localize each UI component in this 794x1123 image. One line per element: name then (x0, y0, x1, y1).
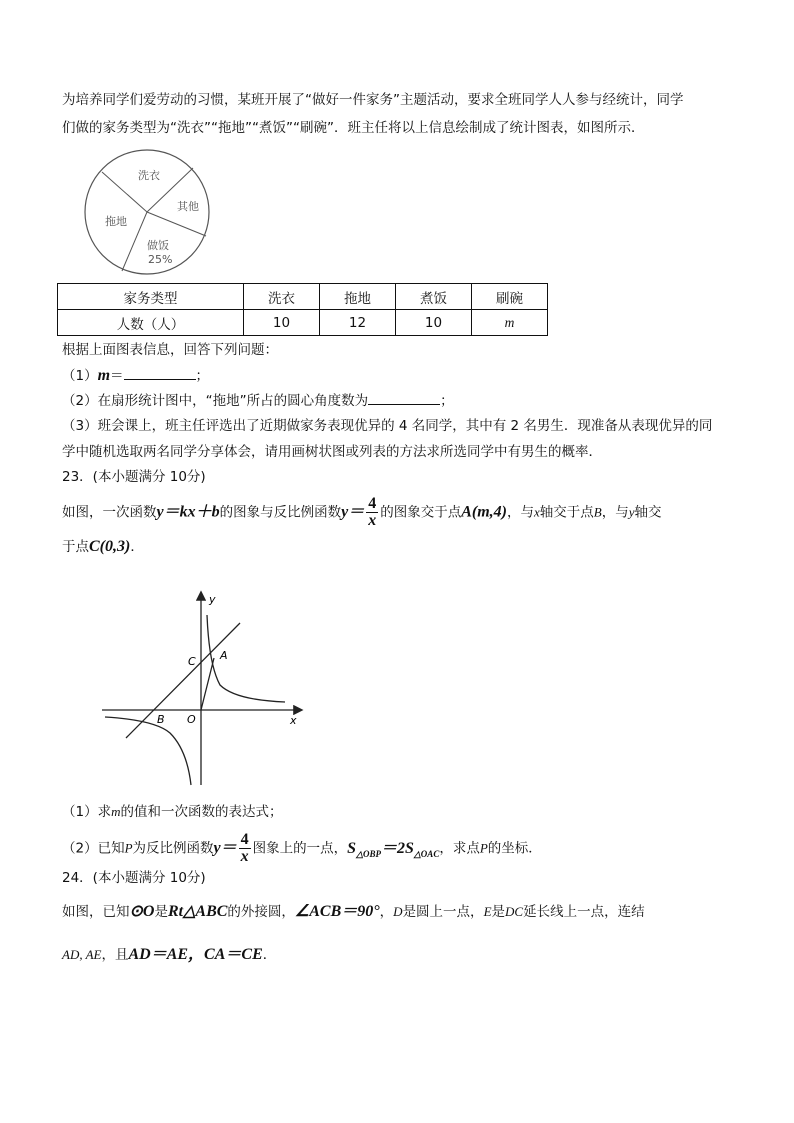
table-row (58, 310, 548, 336)
text: 为反比例函数 (132, 840, 214, 857)
intro-line-1: 为培养同学们爱劳动的习惯，某班开展了“做好一件家务”主题活动，要求全班同学人人参与经统计，同学 (62, 92, 684, 108)
q23-part1 (62, 802, 282, 822)
math: C(0,3) (89, 538, 131, 555)
math: A(m,4) (461, 503, 507, 521)
q23-stem-line1 (62, 496, 662, 529)
text: ，与 (601, 504, 629, 521)
pie-label-cook: 做饭 (147, 239, 169, 252)
q23-header: 23．(本小题满分 10分) (62, 469, 206, 485)
text: ． (130, 539, 144, 555)
hyperbola-branch-1 (207, 615, 285, 702)
numerator: 4 (240, 831, 249, 848)
table-header-cell: 煮饭 (395, 284, 471, 310)
math-var: P (124, 840, 133, 856)
math-var: B (593, 504, 602, 520)
math (347, 840, 439, 857)
math: AD＝AE，CA＝CE (128, 946, 263, 963)
subscript: △OBP (356, 848, 381, 859)
text: 的坐标． (487, 840, 542, 857)
pie-chart (80, 145, 220, 280)
text: 图象上的一点， (252, 840, 348, 857)
intro-line-2: 们做的家务类型为“洗衣”“拖地”“煮饭”“刷碗”．班主任将以上信息绘制成了统计图表，如图所示． (62, 120, 645, 136)
q24-stem-line1 (62, 902, 645, 922)
label-O: O (187, 713, 196, 726)
q24-header: 24．(本小题满分 10分) (62, 870, 206, 886)
table-header-cell: 洗衣 (243, 284, 319, 310)
denominator: x (368, 512, 377, 529)
q23-stem-line2 (62, 537, 144, 557)
text: ，且 (101, 947, 129, 963)
answer-blank (124, 365, 196, 380)
q23-part2 (62, 832, 542, 867)
segment-OA (201, 658, 214, 710)
text: ． (262, 947, 277, 963)
text: （2）已知 (62, 840, 125, 857)
label: ； (440, 393, 454, 409)
label: ； (195, 368, 210, 384)
label: （1） (62, 368, 98, 384)
denominator: x (240, 848, 249, 865)
text: ，与 (507, 504, 534, 521)
math: y＝kx＋b (156, 503, 220, 521)
table-header-cell: 拖地 (319, 284, 395, 310)
numerator: 4 (368, 495, 377, 512)
label-A: A (220, 649, 228, 662)
text: 如图，已知 (62, 904, 130, 920)
text: （1）求 (62, 804, 112, 820)
q22-part3-line1: （3）班会课上，班主任评选出了近期做家务表现优异的 4 名同学，其中有 2 名男生．现准备从表现优异的同 (62, 418, 713, 434)
label-B: B (157, 713, 165, 726)
label-y: y (209, 593, 216, 606)
label: （2）在扇形统计图中，“拖地”所占的圆心角度数为 (62, 393, 369, 409)
math-var: x (534, 504, 540, 520)
math: y＝ (341, 503, 365, 521)
chores-table (57, 283, 548, 336)
table-cell: m (471, 310, 547, 336)
math: ∠ACB＝90° (294, 903, 380, 920)
text: ， (379, 904, 394, 920)
math: Rt△ABC (167, 903, 228, 920)
text: 是 (154, 904, 168, 920)
text: 的值和一次函数的表达式； (120, 804, 283, 820)
pie-label-cook-percent: 25% (148, 253, 173, 266)
line-graph (126, 623, 240, 738)
function-graph (95, 585, 310, 790)
math-var: m (111, 804, 121, 819)
math: ⊙O (129, 903, 155, 920)
math-var: m (97, 367, 111, 384)
pie-label-other: 其他 (177, 200, 199, 213)
table-cell: 12 (319, 310, 395, 336)
math-var: P (479, 840, 488, 856)
table-header-cell: 刷碗 (471, 284, 547, 310)
area-symbol: S (347, 839, 357, 857)
math-var: E (483, 904, 492, 919)
q22-lead: 根据上面图表信息，回答下列问题： (62, 342, 278, 358)
label-x: x (290, 714, 297, 727)
text: 的外接圆， (227, 904, 295, 920)
q22-part3-line2: 学中随机选取两名同学分享体会，请用画树状图或列表的方法求所选同学中有男生的概率． (62, 444, 602, 460)
subscript: △OAC (413, 848, 440, 859)
math: y＝ (213, 839, 237, 857)
math-var: AD, AE (62, 947, 102, 962)
text: 轴交于点 (539, 504, 594, 521)
q24-stem-line2 (62, 945, 276, 965)
math: ＝2S (380, 839, 414, 857)
text: 是 (491, 904, 506, 920)
pie-label-mop: 拖地 (105, 215, 127, 228)
table-cell: 10 (395, 310, 471, 336)
fraction (366, 496, 378, 529)
math-var: y (628, 504, 635, 520)
hyperbola-branch-2 (105, 717, 191, 785)
table-cell: 10 (243, 310, 319, 336)
table-header-cell: 家务类型 (58, 284, 244, 310)
q22-part1 (62, 365, 209, 386)
pie-divider (147, 212, 206, 236)
math-var: D (393, 904, 403, 919)
text: ，求点 (439, 840, 480, 857)
table-header-row (58, 284, 548, 310)
fraction (239, 832, 251, 865)
q22-part2 (62, 390, 454, 411)
label-C: C (188, 655, 196, 668)
text: 的图象交于点 (380, 504, 462, 521)
text: 如图，一次函数 (62, 504, 157, 521)
text: 的图象与反比例函数 (219, 504, 342, 521)
label: ＝ (110, 368, 124, 384)
text: 是圆上一点， (402, 904, 484, 920)
answer-blank (368, 390, 440, 405)
math-var: DC (505, 904, 524, 919)
text: 于点 (62, 539, 89, 555)
pie-label-wash: 洗衣 (138, 169, 160, 182)
text: 延长线上一点，连结 (523, 904, 645, 920)
text: 轴交 (634, 504, 662, 521)
table-cell: 人数（人） (58, 310, 244, 336)
